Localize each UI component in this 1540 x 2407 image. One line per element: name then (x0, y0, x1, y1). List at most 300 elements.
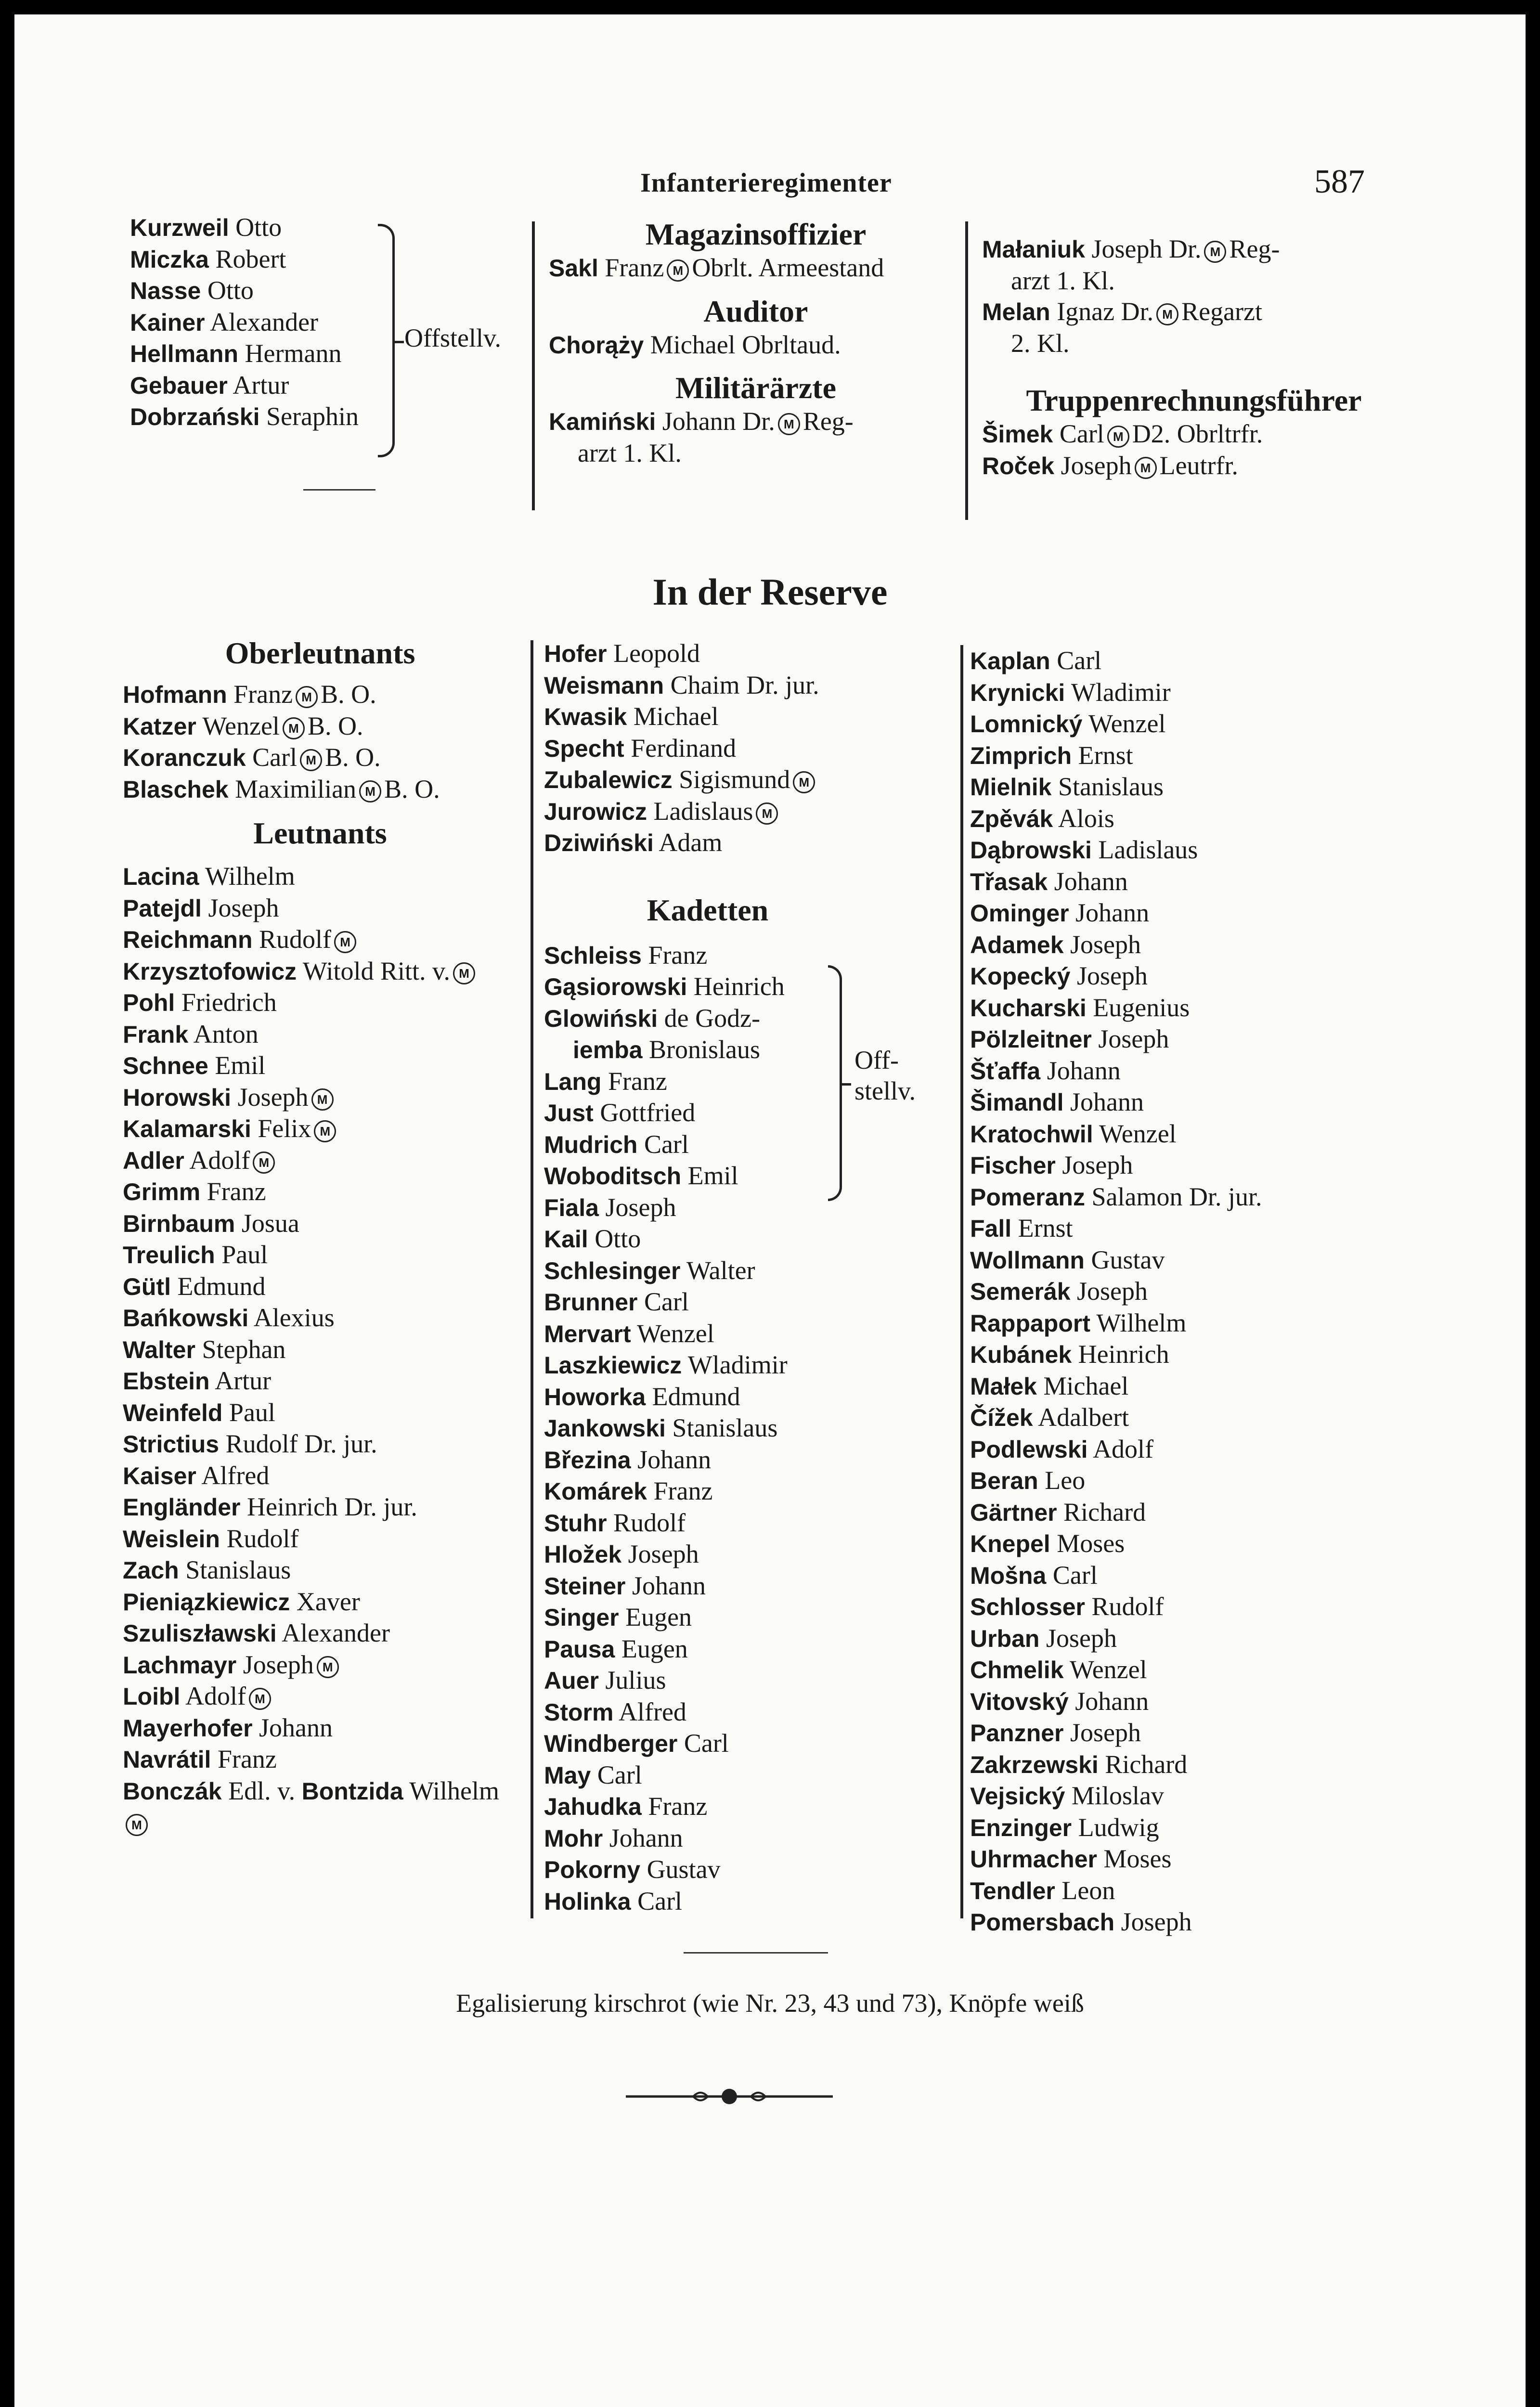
surname: Kail (544, 1226, 588, 1253)
surname: Kratochwil (970, 1120, 1093, 1148)
marker-icon: M (249, 1688, 271, 1710)
list-entry (970, 740, 1403, 772)
marker-icon: M (359, 780, 381, 802)
surname: Březina (544, 1446, 631, 1474)
surname: Gebauer (130, 372, 228, 399)
marker-icon: M (667, 259, 689, 282)
list-entry (970, 1181, 1403, 1213)
surname: Stuhr (544, 1509, 607, 1537)
given-name: Joseph (628, 1540, 699, 1568)
list-entry (123, 1082, 518, 1113)
list-entry (970, 992, 1403, 1024)
given-name: Bronislaus (649, 1035, 761, 1064)
list-entry (123, 987, 518, 1019)
given-name: Joseph (605, 1192, 676, 1222)
surname: Glowiński (544, 1005, 658, 1032)
given-name: Otto (235, 213, 282, 242)
list-entry (970, 960, 1403, 992)
list-entry (123, 1428, 518, 1460)
list-entry (123, 924, 518, 956)
surname: Navrátil (123, 1746, 211, 1773)
list-entry (544, 940, 939, 971)
surname: Chmelik (970, 1656, 1064, 1683)
given-name: Carl (597, 1760, 642, 1789)
surname: Schlosser (970, 1593, 1086, 1620)
surname: Komárek (544, 1478, 647, 1505)
surname: Szuliszławski (123, 1620, 277, 1647)
marker-icon: M (283, 717, 305, 739)
given-name: Moses (1103, 1844, 1172, 1873)
surname: Blaschek (123, 776, 229, 803)
list-entry (544, 1223, 939, 1255)
list-entry (544, 827, 939, 859)
marker-icon: M (1135, 457, 1157, 479)
given-name: Joseph (1098, 1024, 1169, 1053)
given-name: Maximilian (235, 774, 357, 803)
list-entry (123, 1334, 518, 1366)
list-entry (123, 1365, 518, 1397)
given-name: Johann (637, 1445, 712, 1474)
given-name: Wenzel (637, 1319, 714, 1348)
given-name: Stanislaus (672, 1413, 778, 1442)
given-name: Joseph Dr. (1091, 234, 1202, 263)
auditor-entry (549, 329, 963, 361)
surname: Kubánek (970, 1341, 1072, 1368)
surname: Weismann (544, 672, 664, 699)
surname: Wollmann (970, 1246, 1085, 1274)
surname: Kainer (130, 309, 205, 336)
surname: Hellmann (130, 340, 239, 367)
list-entry (544, 1192, 939, 1224)
surname: Kwasik (544, 703, 627, 730)
militar-heading: Militärärzte (675, 371, 836, 405)
surname: Koranczuk (123, 744, 246, 771)
surname: Kamiński (549, 408, 656, 435)
surname: Reichmann (123, 926, 253, 953)
surname: Jurowicz (544, 798, 647, 825)
list-entry (970, 1528, 1403, 1560)
list-entry (970, 1686, 1403, 1718)
list-entry (123, 1208, 518, 1240)
surname: Birnbaum (123, 1210, 235, 1237)
surname: Specht (544, 735, 624, 762)
given-name: Gustav (647, 1855, 721, 1884)
brace (828, 965, 842, 1201)
list-entry (970, 803, 1403, 835)
footer-note: Egalisierung kirschrot (wie Nr. 23, 43 und 73), Knöpfe weiß (456, 1989, 1084, 2018)
given-name: Joseph (1046, 1623, 1117, 1653)
given-name: Anton (193, 1019, 259, 1048)
given-name: Adolf (185, 1682, 246, 1710)
ornament-icon (626, 2087, 833, 2106)
surname: Zpěvák (970, 805, 1053, 832)
list-entry (544, 1633, 939, 1665)
column-rule (965, 221, 968, 520)
given-name: Rudolf (226, 1524, 299, 1553)
given-name: Salamon Dr. jur. (1091, 1182, 1262, 1211)
entry (123, 742, 518, 774)
given-name: Alexander (282, 1618, 390, 1647)
list-entry (544, 1129, 939, 1161)
given-name: Otto (207, 276, 254, 305)
surname: Lomnický (970, 711, 1083, 738)
given-name: Carl (637, 1886, 683, 1915)
surname: Windberger (544, 1730, 678, 1757)
given-name: Joseph (1062, 1151, 1133, 1179)
surname: Pieniązkiewicz (123, 1588, 290, 1616)
given-name: Johann (609, 1823, 683, 1852)
middle-column (544, 638, 939, 1917)
given-name: Johann (1047, 1056, 1121, 1085)
given-name: Rudolf (259, 925, 332, 954)
list-entry (970, 1434, 1403, 1465)
given-name: Ernst (1018, 1214, 1073, 1242)
given-name: Joseph (1076, 961, 1148, 990)
given-name: Johann (1075, 1686, 1149, 1716)
list-entry (130, 212, 409, 244)
list-entry (970, 771, 1403, 803)
list-entry (970, 1875, 1403, 1907)
rank: B. O. (325, 743, 381, 772)
list-entry (123, 1176, 518, 1208)
surname: Krzysztofowicz (123, 958, 297, 985)
reserve-heading: In der Reserve (652, 571, 888, 613)
surname: Melan (982, 298, 1050, 325)
top-left-block (130, 212, 409, 433)
given-name: Franz (217, 1745, 277, 1773)
surname: Storm (544, 1698, 614, 1726)
page-number: 587 (1314, 163, 1365, 200)
rank: B. O. (384, 774, 440, 803)
surname: Vitovský (970, 1688, 1069, 1715)
list-entry (544, 1381, 939, 1413)
list-entry (123, 1744, 518, 1775)
list-entry (544, 1475, 939, 1507)
given-name: Johann (632, 1571, 706, 1600)
surname: Auer (544, 1667, 599, 1694)
surname: Singer (544, 1604, 619, 1631)
surname: Dąbrowski (970, 837, 1092, 864)
surname: Pohl (123, 989, 175, 1016)
given-name: Gottfried (600, 1098, 696, 1127)
given-name: Carl (1052, 1560, 1098, 1590)
list-entry (970, 897, 1403, 929)
given-name: Adam (659, 828, 723, 857)
given-name: Eugenius (1093, 993, 1190, 1022)
given-name: Robert (215, 244, 286, 273)
list-entry (970, 1118, 1403, 1150)
given-name: Franz (233, 680, 293, 709)
surname: Mudrich (544, 1131, 638, 1158)
given-name: Felix (258, 1114, 311, 1143)
leutnants-heading: Leutnants (253, 816, 387, 850)
marker-icon: M (317, 1656, 339, 1678)
given-name: Ladislaus (1098, 835, 1198, 864)
given-name: Joseph (1070, 1718, 1141, 1747)
surname: Holinka (544, 1888, 631, 1915)
marker-icon: M (126, 1814, 148, 1836)
surname: Laszkiewicz (544, 1352, 682, 1379)
list-entry (970, 1497, 1403, 1528)
reserve-right-list (970, 645, 1403, 1938)
marker-icon: M (253, 1152, 275, 1174)
surname: Knepel (970, 1530, 1050, 1557)
surname: Hofmann (123, 681, 227, 708)
list-entry (544, 1539, 939, 1570)
surname: Nasse (130, 277, 201, 304)
given-name: Franz (608, 1066, 667, 1096)
reserve-middle-list (544, 638, 939, 859)
left-column (123, 635, 518, 1838)
surname: Horowski (123, 1084, 232, 1111)
list-entry (970, 1371, 1403, 1402)
surname: Třasak (970, 868, 1048, 895)
surname: Šimek (982, 421, 1053, 448)
right-column (970, 645, 1403, 1938)
list-entry (123, 1775, 518, 1838)
list-entry (123, 1302, 518, 1334)
given-name: Carl (684, 1729, 729, 1758)
oberleutnants-heading: Oberleutnants (225, 636, 415, 670)
surname: Sakl (549, 255, 598, 282)
given-name: Emil (215, 1051, 266, 1080)
given-name: Johann (1054, 867, 1128, 896)
list-entry (970, 677, 1403, 709)
surname: Kucharski (970, 994, 1087, 1022)
given-name: Seraphin (266, 402, 359, 431)
list-entry (544, 670, 939, 701)
surname: Loibl (123, 1683, 181, 1710)
given-name: Otto (595, 1224, 641, 1253)
given-name: Franz (648, 940, 708, 970)
given-name: Heinrich Dr. jur. (246, 1492, 417, 1521)
given-name: Richard (1105, 1749, 1188, 1779)
surname: iemba (573, 1036, 643, 1063)
list-entry (970, 1087, 1403, 1118)
rank: D2. Obrltrfr. (1132, 419, 1263, 448)
list-entry (123, 1712, 518, 1744)
list-entry (970, 1339, 1403, 1371)
given-name: Heinrich (1078, 1340, 1169, 1369)
surname: Małaniuk (982, 236, 1085, 263)
surname: Pokorny (544, 1856, 641, 1883)
list-entry (123, 1050, 518, 1082)
entry (982, 233, 1406, 265)
given-name: Heinrich (693, 972, 785, 1001)
surname: Bańkowski (123, 1305, 249, 1332)
surname: Enzinger (970, 1814, 1072, 1841)
surname: Uhrmacher (970, 1846, 1097, 1873)
given-name: Hermann (245, 339, 342, 368)
rank: B. O. (307, 711, 363, 740)
surname: Krynicki (970, 679, 1065, 706)
list-entry (130, 401, 409, 433)
surname: Podlewski (970, 1436, 1088, 1463)
list-entry (544, 1412, 939, 1444)
list-entry (970, 1276, 1403, 1307)
top-right-block (982, 233, 1406, 481)
given-name: Wladimir (687, 1350, 788, 1379)
given-name: Rudolf Dr. jur. (225, 1429, 377, 1458)
militar-entry-cont: arzt 1. Kl. (578, 438, 682, 467)
surname: Weinfeld (123, 1399, 223, 1426)
offstellv-list (130, 212, 409, 433)
given-name: Wenzel (1070, 1655, 1147, 1684)
list-entry (123, 1491, 518, 1523)
given-name: Joseph (1070, 930, 1141, 959)
given-name: Joseph (1061, 451, 1132, 480)
given-name: Ignaz Dr. (1057, 297, 1154, 326)
entry (982, 450, 1406, 482)
given-name: Michael (1043, 1371, 1129, 1400)
surname: Kaplan (970, 647, 1050, 674)
given-name: Michael (633, 702, 719, 731)
list-entry (970, 1843, 1403, 1875)
marker-icon: M (1107, 426, 1129, 448)
given-name: Carl (644, 1287, 689, 1316)
truppen-heading: Truppenrechnungsführer (1026, 383, 1362, 417)
given-name: Miloslav (1071, 1781, 1164, 1810)
list-entry (544, 1602, 939, 1633)
list-entry (123, 1019, 518, 1050)
given-name: Artur (233, 370, 289, 400)
list-entry (123, 1145, 518, 1177)
surname: Brunner (544, 1289, 638, 1316)
given-name: Rudolf (1091, 1592, 1164, 1621)
list-entry (970, 1244, 1403, 1276)
list-entry (544, 1160, 939, 1192)
given-name: Leopold (613, 639, 700, 668)
entry (123, 774, 518, 805)
list-entry (970, 1749, 1403, 1781)
marker-icon: M (778, 413, 800, 435)
rank: B. O. (321, 680, 376, 709)
given-name: Adolf (189, 1145, 250, 1175)
surname: Jahudka (544, 1793, 642, 1820)
brace (378, 224, 395, 457)
marker-icon: M (756, 802, 778, 825)
list-entry (544, 971, 939, 1003)
surname: Semerák (970, 1278, 1071, 1305)
list-entry (544, 1003, 939, 1035)
list-entry (123, 1586, 518, 1618)
list-entry (123, 1618, 518, 1649)
surname: Grimm (123, 1178, 201, 1205)
surname: Mielnik (970, 774, 1052, 801)
surname: Panzner (970, 1720, 1064, 1747)
surname: Čížek (970, 1404, 1033, 1431)
surname: Lacina (123, 863, 199, 890)
surname: Zach (123, 1557, 179, 1584)
given-name: Joseph (237, 1082, 309, 1112)
given-name: Alois (1058, 803, 1114, 833)
surname: Lachmayr (123, 1651, 237, 1679)
surname: Roček (982, 452, 1055, 479)
kadetten-heading: Kadetten (647, 893, 769, 927)
list-entry (970, 1717, 1403, 1749)
given-name: Johann (1070, 1087, 1144, 1116)
kadetten-list (544, 1192, 939, 1917)
list-entry (123, 1239, 518, 1271)
given-name: Eugen (625, 1603, 692, 1631)
surname: Schlesinger (544, 1257, 681, 1284)
list-entry (970, 1213, 1403, 1244)
surname: Tendler (970, 1877, 1055, 1904)
surname: Mervart (544, 1320, 631, 1347)
list-entry (544, 1318, 939, 1350)
given-name: Adolf (1093, 1434, 1154, 1463)
given-name: Stanislaus (1058, 772, 1164, 801)
surname: Adamek (970, 931, 1064, 958)
given-name: Paul (229, 1398, 275, 1427)
given-name: Julius (605, 1666, 666, 1695)
list-entry (970, 1402, 1403, 1434)
given-name: Stanislaus (185, 1555, 291, 1584)
given-name: Ferdinand (631, 733, 737, 763)
column-rule (960, 645, 963, 1918)
given-name: Gustav (1091, 1245, 1165, 1274)
given-name: Carl (1059, 419, 1104, 448)
given-name: Franz (207, 1177, 266, 1206)
given-name: Joseph (1077, 1277, 1148, 1306)
given-name: Artur (215, 1366, 272, 1395)
surname: Hložek (544, 1541, 622, 1568)
surname: Miczka (130, 246, 209, 273)
list-entry (970, 1812, 1403, 1844)
surname: Mohr (544, 1825, 603, 1852)
list-entry (544, 733, 939, 764)
surname: Kaiser (123, 1462, 196, 1489)
column-rule (531, 640, 533, 1918)
given-name: Alexius (253, 1303, 335, 1332)
given-name: Joseph (1121, 1907, 1192, 1936)
rank: Leutrfr. (1159, 451, 1239, 480)
list-entry (544, 701, 939, 733)
given-name: Alexander (210, 307, 319, 336)
surname: Schleiss (544, 942, 642, 969)
surname: Zakrzewski (970, 1751, 1099, 1778)
surname: Kopecký (970, 963, 1071, 990)
surname: Treulich (123, 1242, 215, 1268)
given-name: Johann (259, 1713, 333, 1742)
column-rule (532, 221, 535, 510)
surname: Gąsiorowski (544, 973, 687, 1000)
entry (123, 679, 518, 711)
surname: Kalamarski (123, 1115, 251, 1142)
surname: Patejdl (123, 894, 202, 922)
militar-entry (549, 406, 963, 438)
entry-cont: arzt 1. Kl. (1011, 266, 1115, 295)
list-entry (970, 645, 1403, 677)
given-name: Leon (1061, 1876, 1115, 1905)
given-name: Carl (252, 743, 298, 772)
brace-label (854, 1045, 916, 1106)
list-entry (130, 307, 409, 338)
given-name: Johann (1075, 898, 1150, 927)
entry (982, 418, 1406, 450)
list-entry (970, 866, 1403, 898)
given-name: Joseph (243, 1650, 314, 1679)
given-name: Stephan (202, 1334, 286, 1364)
given-name: Edl. v. (228, 1776, 296, 1805)
list-entry (970, 1591, 1403, 1623)
list-entry (544, 796, 939, 828)
list-entry (970, 1780, 1403, 1812)
list-entry (123, 1681, 518, 1712)
rank: Regarzt (1181, 297, 1263, 326)
surname: Adler (123, 1147, 184, 1174)
surname: Gärtner (970, 1499, 1057, 1526)
